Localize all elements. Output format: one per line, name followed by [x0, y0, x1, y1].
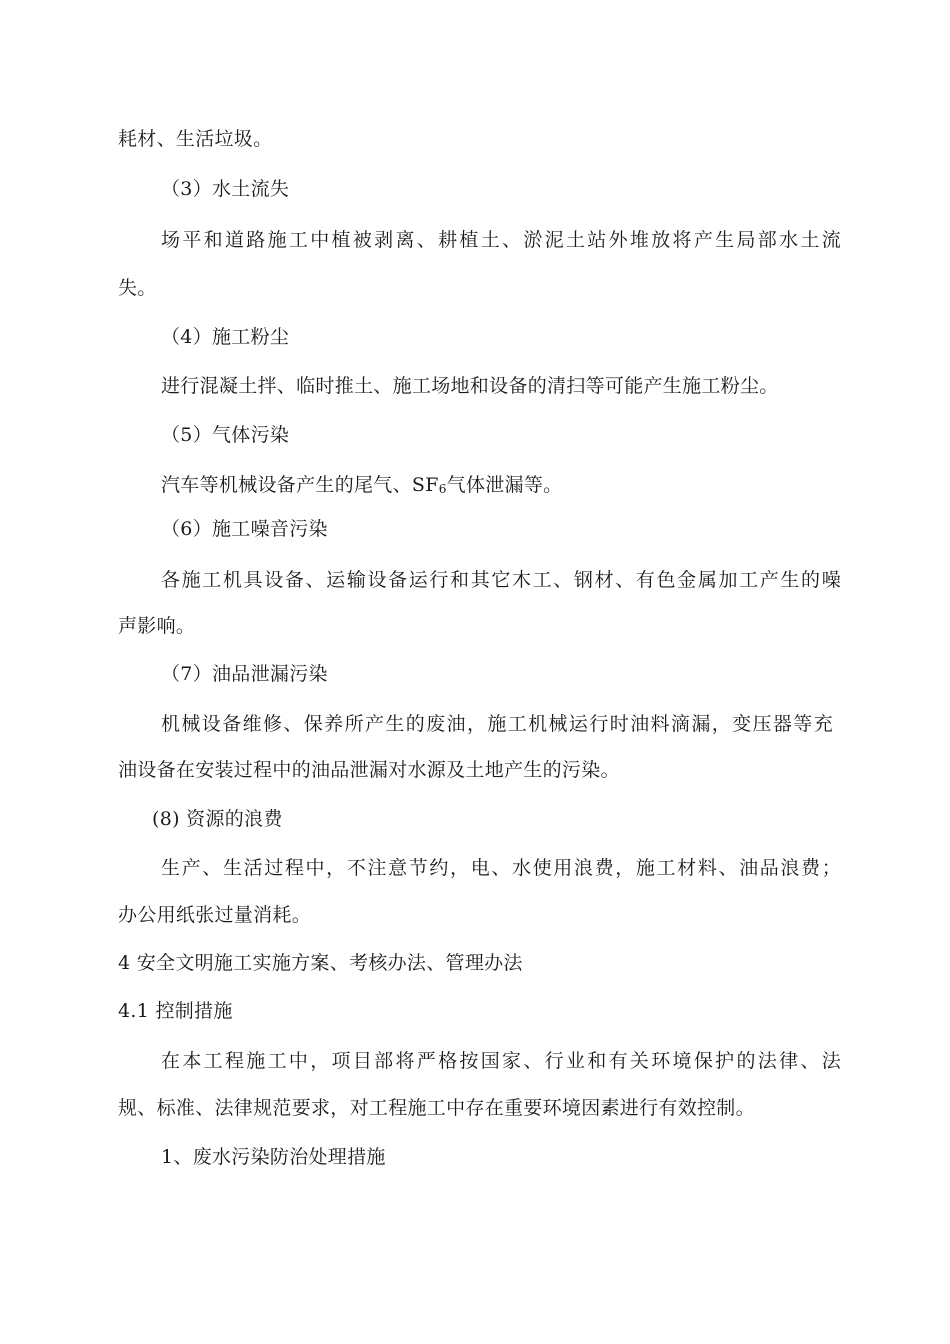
paragraph-line: 声影响。	[118, 615, 196, 637]
section-heading: （4）施工粉尘	[161, 326, 290, 348]
paragraph-line: 场平和道路施工中植被剥离、耕植土、淤泥土站外堆放将产生局部水土流	[161, 229, 841, 251]
paragraph-line: 办公用纸张过量消耗。	[118, 904, 312, 926]
section-heading: （3）水土流失	[161, 178, 290, 200]
paragraph-line: 失。	[118, 277, 157, 299]
subsection-heading: 4.1 控制措施	[118, 1000, 233, 1022]
section-heading: (8) 资源的浪费	[152, 808, 283, 830]
paragraph-line: 规、标准、法律规范要求，对工程施工中存在重要环境因素进行有效控制。	[118, 1097, 755, 1119]
text-segment: 汽车等机械设备产生的尾气、SF	[161, 474, 439, 496]
paragraph-line: 在本工程施工中，项目部将严格按国家、行业和有关环境保护的法律、法	[161, 1050, 841, 1072]
paragraph-line: 油设备在安装过程中的油品泄漏对水源及土地产生的污染。	[118, 759, 620, 781]
paragraph-line	[161, 473, 562, 501]
paragraph-line: 耗材、生活垃圾。	[118, 128, 273, 150]
chapter-heading: 4 安全文明施工实施方案、考核办法、管理办法	[118, 952, 523, 974]
section-heading: 1、废水污染防治处理措施	[161, 1146, 386, 1168]
section-heading: （6）施工噪音污染	[161, 518, 328, 540]
paragraph-line: 各施工机具设备、运输设备运行和其它木工、钢材、有色金属加工产生的噪	[161, 569, 841, 591]
section-heading: （5）气体污染	[161, 424, 290, 446]
subscript-text: 6	[438, 482, 447, 496]
paragraph-line: 生产、生活过程中，不注意节约，电、水使用浪费，施工材料、油品浪费；	[161, 857, 841, 879]
paragraph-line: 机械设备维修、保养所产生的废油，施工机械运行时油料滴漏，变压器等充	[161, 713, 833, 735]
section-heading: （7）油品泄漏污染	[161, 663, 328, 685]
paragraph-line: 进行混凝土拌、临时推土、施工场地和设备的清扫等可能产生施工粉尘。	[161, 375, 779, 397]
text-segment: 气体泄漏等。	[446, 474, 563, 496]
